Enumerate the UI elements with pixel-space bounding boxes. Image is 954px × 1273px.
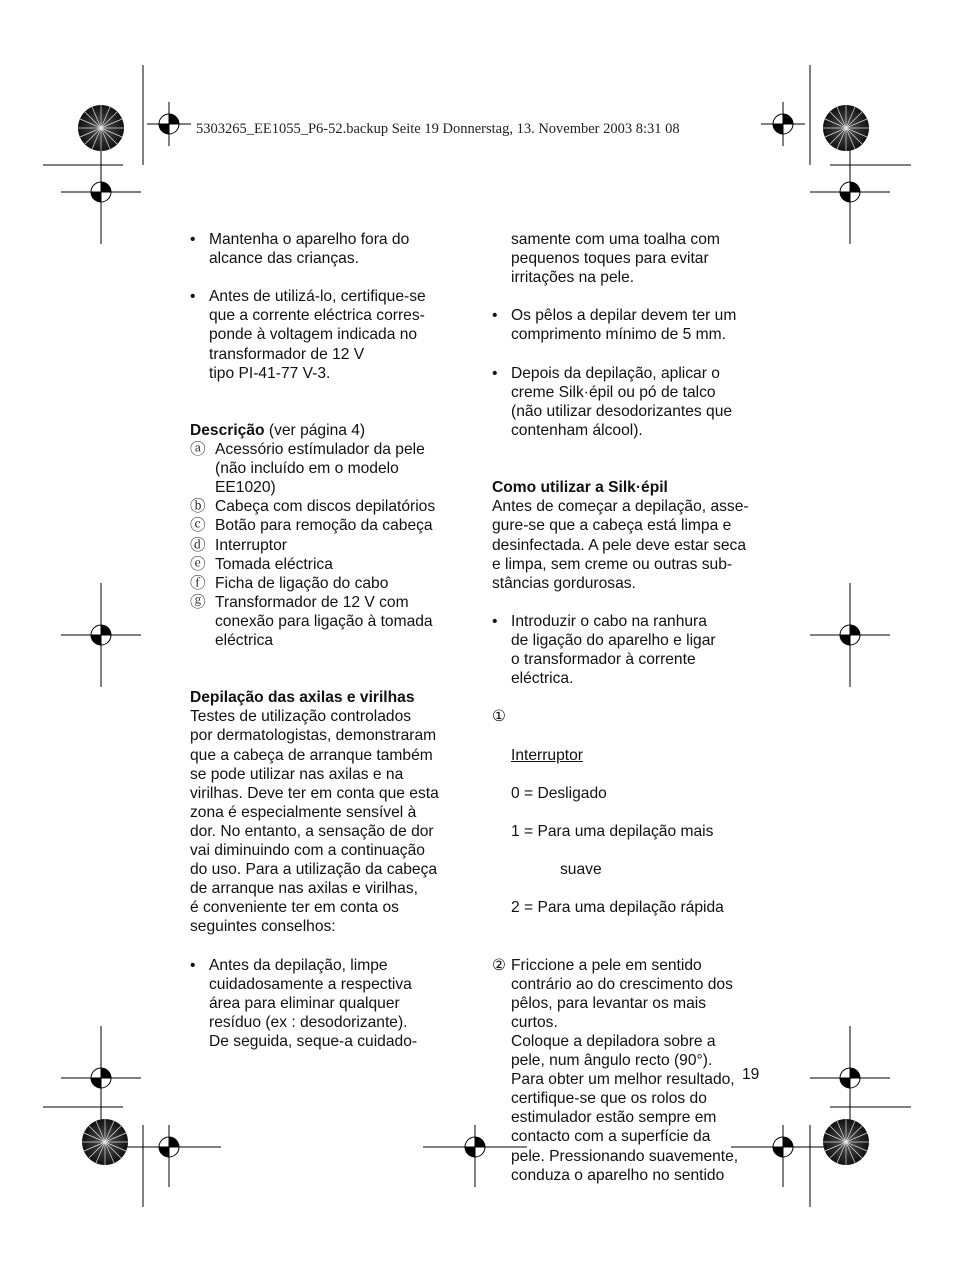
bullet-item — [492, 612, 777, 688]
step-1-line: suave — [560, 861, 602, 879]
left-column — [190, 230, 465, 1051]
como-heading: Como utilizar a Silk·épil — [492, 479, 668, 497]
bullet-item — [190, 230, 465, 268]
descricao-title: Descrição — [190, 421, 265, 439]
part-letter: ⓖ — [190, 593, 206, 611]
part-item — [190, 497, 465, 516]
bullet-item — [190, 287, 465, 382]
bullet-item — [190, 956, 465, 1051]
part-text: Interruptor — [215, 536, 287, 554]
descricao-suffix: (ver página 4) — [264, 421, 366, 439]
axilas-heading: Depilação das axilas e virilhas — [190, 689, 415, 707]
part-letter: ⓐ — [190, 441, 206, 459]
bullet-text: Antes de utilizá-lo, certifique-se que a corrente eléctrica corres- ponde à voltagem indicada no transformador de 12 V tipo PI-41-77 V-3. — [209, 288, 426, 382]
part-text: Botão para remoção da cabeça — [215, 517, 433, 535]
step-1-title: Interruptor — [511, 746, 583, 764]
axilas-paragraph: Testes de utilização controlados por dermatologistas, demonstraram que a cabeça de arranque também se pode utilizar nas axilas e na virilhas. Deve ter em conta que esta zona é especialmente sensível à dor. No entanto, a sensação de dor vai diminuindo com a continuação do uso. Para a utilização da cabeça de arranque nas axilas e virilhas, é conveniente ter em conta os seguintes conselhos: — [190, 708, 439, 936]
part-letter: ⓓ — [190, 536, 206, 554]
continued-text: samente com uma toalha com pequenos toques para evitar irritações na pele. — [511, 231, 720, 287]
step-1-number: ① — [492, 708, 506, 726]
part-text: Tomada eléctrica — [215, 555, 333, 573]
part-text: Acessório estímulador da pele (não incluído em o modelo EE1020) — [215, 441, 425, 497]
bullet-text: Os pêlos a depilar devem ter um comprimento mínimo de 5 mm. — [511, 307, 737, 344]
bullet-text: Antes da depilação, limpe cuidadosamente a respectiva área para eliminar qualquer resíduo (ex : desodorizante). De seguida, seque-a cuidado- — [209, 956, 418, 1050]
part-item — [190, 536, 465, 555]
part-text: Ficha de ligação do cabo — [215, 574, 389, 592]
part-item — [190, 516, 465, 535]
part-text: Transformador de 12 V com conexão para ligação à tomada eléctrica — [215, 593, 433, 649]
bullet-mark: • — [190, 288, 196, 306]
bullet-mark: • — [190, 956, 196, 974]
print-header: 5303265_EE1055_P6-52.backup Seite 19 Donnerstag, 13. November 2003 8:31 08 — [196, 121, 680, 137]
part-text: Cabeça com discos depilatórios — [215, 498, 436, 516]
part-item — [190, 440, 465, 497]
part-letter: ⓕ — [190, 574, 206, 592]
bullet-text: Introduzir o cabo na ranhura de ligação do aparelho e ligar o transformador à corrente eléctrica. — [511, 612, 716, 688]
part-letter: ⓒ — [190, 517, 206, 535]
bullet-item — [492, 306, 777, 344]
bullet-mark: • — [492, 307, 498, 325]
part-item — [190, 593, 465, 650]
part-item — [190, 574, 465, 593]
part-item — [190, 555, 465, 574]
step-1-line: 1 = Para uma depilação mais — [511, 822, 714, 840]
step-1 — [492, 707, 777, 936]
bullet-item — [492, 364, 777, 440]
bullet-mark: • — [190, 231, 196, 248]
bullet-text: Depois da depilação, aplicar o creme Silk·épil ou pó de talco (não utilizar desodorizantes que contenham álcool). — [511, 364, 733, 439]
page-number: 19 — [742, 1066, 760, 1083]
part-letter: ⓔ — [190, 555, 206, 573]
como-paragraph: Antes de começar a depilação, asse- gure-se que a cabeça está limpa e desinfectada. A pele deve estar seca e limpa, sem creme ou outras sub- stâncias gordurosas. — [492, 498, 749, 592]
step-2-text: Friccione a pele em sentido contrário ao do crescimento dos pêlos, para levantar os mais curtos. Coloque a depiladora sobre a pele, num ângulo recto (90°). Para obter um melhor resultado, certifique-se que os rolos do estimulador estão sempre em contacto com a superfície da pele. Pressionando suavemente, conduza o aparelho no sentido — [511, 956, 739, 1184]
bullet-text: Mantenha o aparelho fora do alcance das crianças. — [209, 231, 410, 268]
part-letter: ⓑ — [190, 498, 206, 516]
bullet-mark: • — [492, 364, 498, 382]
step-2-number: ② — [492, 956, 506, 974]
step-1-line: 0 = Desligado — [511, 784, 607, 802]
bullet-mark: • — [492, 612, 498, 630]
step-1-line: 2 = Para uma depilação rápida — [511, 899, 724, 917]
descricao-heading — [190, 421, 465, 440]
step-2 — [492, 956, 777, 1185]
right-column — [492, 230, 777, 1185]
